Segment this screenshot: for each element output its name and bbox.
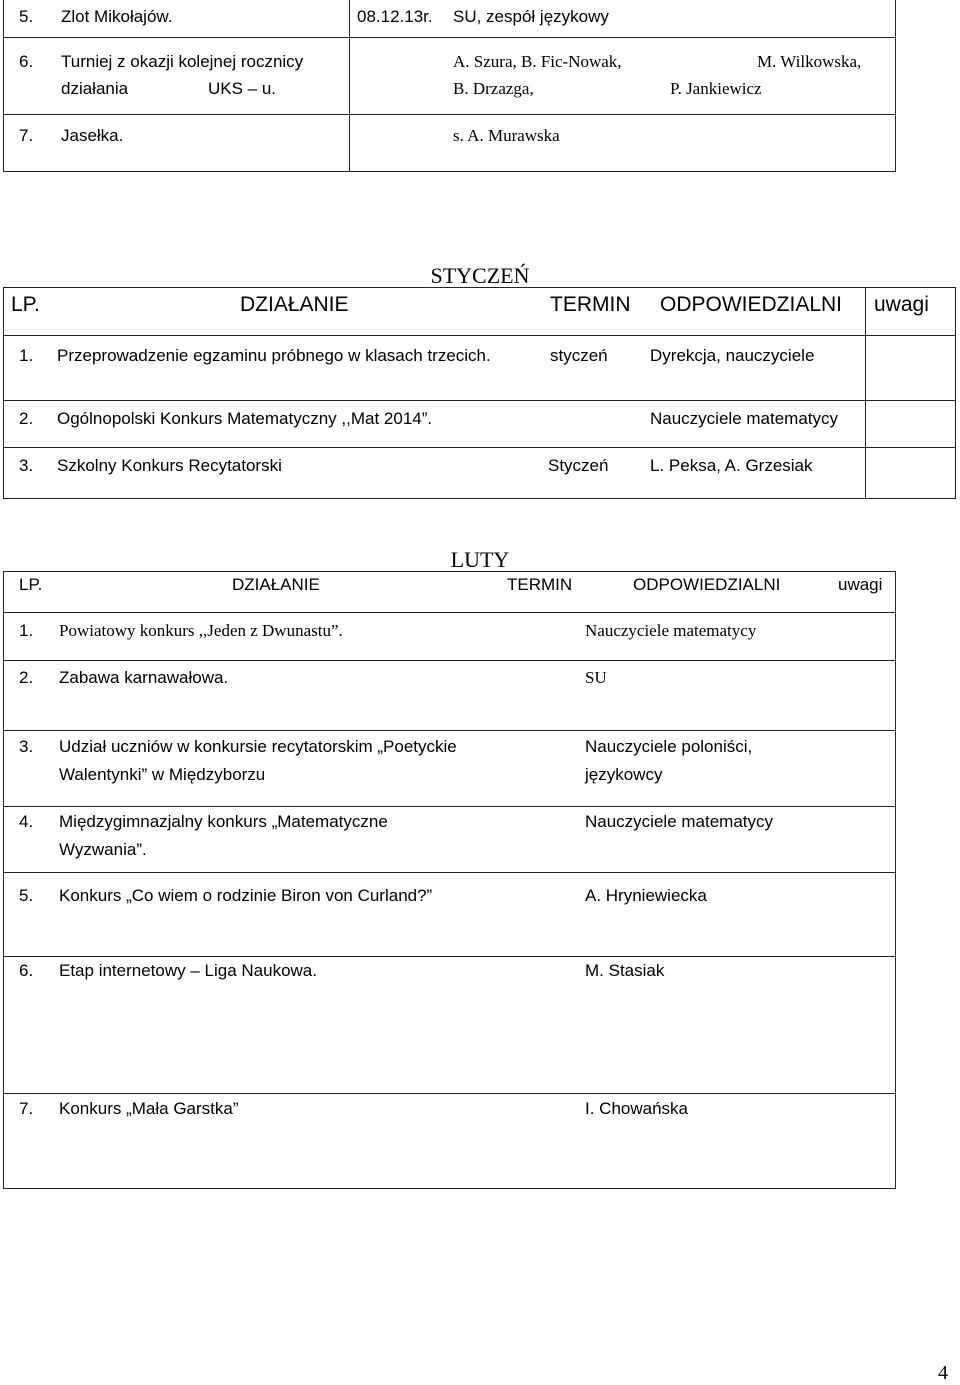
action-text: Zlot Mikołajów.: [61, 7, 173, 26]
responsible-text: L. Peksa, A. Grzesiak: [650, 456, 813, 475]
responsible-text: M. Wilkowska,: [757, 52, 862, 71]
responsible-text: A. Szura, B. Fic-Nowak,: [453, 52, 622, 71]
divider: [895, 0, 896, 171]
responsible-text: Dyrekcja, nauczyciele: [650, 346, 815, 365]
divider: [865, 287, 866, 498]
divider: [3, 612, 896, 613]
header-term: TERMIN: [507, 575, 573, 594]
responsible-text: A. Hryniewiecka: [585, 886, 707, 905]
row-number: 2.: [19, 409, 34, 428]
action-text: UKS – u.: [208, 79, 277, 98]
action-text: Walentynki” w Międzyborzu: [59, 765, 266, 784]
header-responsible: ODPOWIEDZIALNI: [660, 293, 843, 316]
divider: [3, 806, 896, 807]
divider: [3, 114, 896, 115]
row-number: 3.: [19, 456, 34, 475]
action-text: Przeprowadzenie egzaminu próbnego w klasach trzecich.: [57, 346, 491, 365]
divider: [3, 1188, 896, 1189]
divider: [3, 171, 896, 172]
row-number: 6.: [19, 961, 34, 980]
action-text: Udział uczniów w konkursie recytatorskim „Poetyckie: [59, 737, 457, 756]
action-text: Powiatowy konkurs ,,Jeden z Dwunastu”.: [59, 621, 343, 640]
header-action: DZIAŁANIE: [240, 293, 349, 316]
header-term: TERMIN: [550, 293, 631, 316]
responsible-text: językowcy: [585, 765, 663, 784]
action-text: Ogólnopolski Konkurs Matematyczny ,,Mat 2014”.: [57, 409, 433, 428]
header-notes: uwagi: [874, 293, 929, 316]
term-text: 08.12.13r.: [357, 7, 433, 26]
page-number: 4: [938, 1362, 948, 1384]
divider: [349, 0, 350, 171]
section-title-january: STYCZEŃ: [430, 263, 530, 288]
responsible-text: M. Stasiak: [585, 961, 665, 980]
responsible-text: B. Drzazga,: [453, 79, 534, 98]
row-number: 2.: [19, 668, 34, 687]
responsible-text: I. Chowańska: [585, 1099, 688, 1118]
action-text: Konkurs „Co wiem o rodzinie Biron von Curland?”: [59, 886, 433, 905]
action-text: Jasełka.: [61, 126, 124, 145]
divider: [3, 571, 4, 1188]
header-action: DZIAŁANIE: [232, 575, 320, 594]
row-number: 7.: [19, 126, 34, 145]
row-number: 5.: [19, 7, 34, 26]
responsible-text: P. Jankiewicz: [670, 79, 762, 98]
action-text: Konkurs „Mała Garstka”: [59, 1099, 239, 1118]
divider: [895, 571, 896, 1188]
action-text: Międzygimnazjalny konkurs „Matematyczne: [59, 812, 388, 831]
divider: [3, 287, 4, 498]
divider: [955, 287, 956, 498]
action-text: Wyzwania”.: [59, 840, 147, 859]
divider: [3, 660, 896, 661]
responsible-text: Nauczyciele poloniści,: [585, 737, 753, 756]
row-number: 5.: [19, 886, 34, 905]
header-lp: LP.: [19, 575, 43, 594]
divider: [3, 872, 896, 873]
header-responsible: ODPOWIEDZIALNI: [633, 575, 781, 594]
action-text: Szkolny Konkurs Recytatorski: [57, 456, 282, 475]
responsible-text: Nauczyciele matematycy: [585, 812, 774, 831]
term-text: Styczeń: [548, 456, 609, 475]
action-text: działania: [61, 79, 129, 98]
responsible-text: SU: [585, 668, 607, 687]
divider: [3, 730, 896, 731]
divider: [3, 37, 896, 38]
divider: [3, 1093, 896, 1094]
row-number: 6.: [19, 52, 34, 71]
divider: [3, 447, 956, 448]
term-text: styczeń: [550, 346, 608, 365]
action-text: Turniej z okazji kolejnej rocznicy: [61, 52, 304, 71]
responsible-text: Nauczyciele matematycy: [585, 621, 757, 640]
header-notes: uwagi: [838, 575, 883, 594]
row-number: 7.: [19, 1099, 34, 1118]
responsible-text: SU, zespół językowy: [453, 7, 609, 26]
divider: [3, 0, 4, 171]
action-text: Etap internetowy – Liga Naukowa.: [59, 961, 317, 980]
header-lp: LP.: [11, 293, 40, 316]
responsible-text: s. A. Murawska: [453, 126, 560, 145]
row-number: 3.: [19, 737, 34, 756]
divider: [3, 498, 956, 499]
row-number: 4.: [19, 812, 34, 831]
row-number: 1.: [19, 621, 34, 640]
divider: [3, 400, 956, 401]
divider: [3, 287, 956, 288]
row-number: 1.: [19, 346, 34, 365]
section-title-february: LUTY: [450, 547, 510, 572]
responsible-text: Nauczyciele matematycy: [650, 409, 839, 428]
divider: [3, 335, 956, 336]
action-text: Zabawa karnawałowa.: [59, 668, 229, 687]
